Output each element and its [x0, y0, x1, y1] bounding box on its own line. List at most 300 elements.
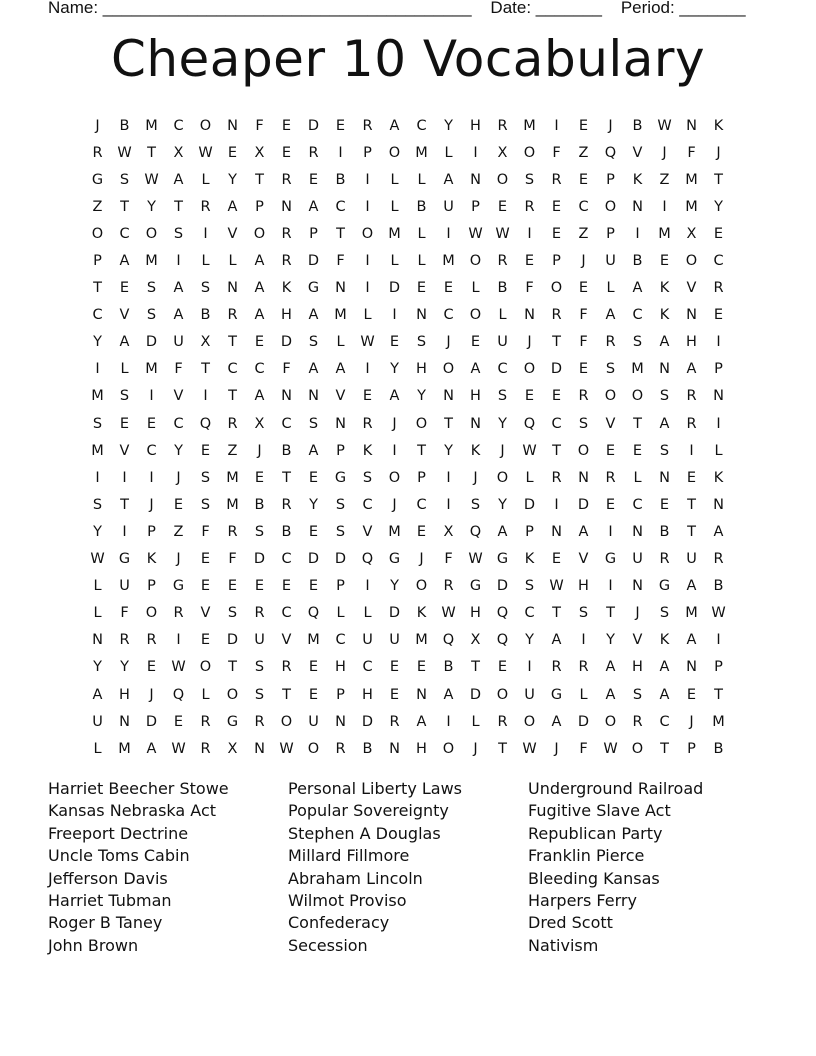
grid-letter: R	[227, 307, 238, 324]
grid-letter: O	[604, 713, 617, 730]
grid-letter: T	[444, 415, 453, 432]
grid-letter: H	[416, 361, 427, 378]
grid-letter: F	[282, 361, 291, 378]
grid-letter: N	[389, 740, 400, 757]
word-list-item: Harriet Tubman	[48, 890, 172, 910]
grid-letter: E	[173, 496, 184, 513]
grid-letter: F	[255, 117, 264, 134]
grid-letter: D	[145, 334, 158, 351]
grid-letter: U	[362, 632, 373, 649]
grid-letter: Q	[442, 632, 455, 649]
grid-letter: A	[443, 171, 454, 188]
grid-letter: L	[201, 686, 210, 703]
grid-letter: A	[254, 388, 265, 405]
grid-letter: E	[416, 659, 427, 676]
grid-letter: G	[334, 469, 347, 486]
grid-letter: X	[254, 415, 265, 432]
grid-letter: O	[550, 280, 563, 297]
grid-letter: R	[605, 334, 616, 351]
grid-letter: S	[308, 415, 319, 432]
grid-letter: E	[281, 144, 292, 161]
grid-letter: R	[227, 415, 238, 432]
grid-letter: E	[578, 361, 589, 378]
grid-letter: E	[497, 659, 508, 676]
grid-letter: A	[605, 686, 616, 703]
grid-letter: O	[145, 225, 158, 242]
grid-letter: F	[687, 144, 696, 161]
grid-letter: Q	[361, 551, 374, 568]
grid-letter: N	[686, 117, 697, 134]
grid-letter: O	[415, 415, 428, 432]
grid-letter: N	[578, 469, 589, 486]
grid-letter: L	[390, 198, 399, 215]
grid-letter: L	[633, 469, 642, 486]
grid-letter: S	[578, 415, 589, 432]
grid-letter: E	[227, 578, 238, 595]
grid-letter: H	[632, 659, 643, 676]
grid-letter: W	[603, 740, 618, 757]
grid-letter: A	[632, 280, 643, 297]
grid-letter: Q	[199, 415, 212, 432]
grid-letter: F	[579, 307, 588, 324]
grid-letter: J	[419, 551, 424, 568]
grid-letter: M	[685, 605, 698, 622]
grid-letter: T	[336, 225, 345, 242]
word-list-item: Popular Sovereignty	[288, 801, 449, 821]
grid-letter: P	[714, 361, 723, 378]
word-list-item: Stephen A Douglas	[288, 823, 441, 843]
grid-letter: V	[632, 632, 643, 649]
grid-letter: L	[363, 605, 372, 622]
grid-letter: R	[254, 713, 265, 730]
grid-letter: Y	[147, 198, 156, 215]
grid-letter: I	[554, 117, 559, 134]
grid-letter: Y	[444, 442, 453, 459]
grid-letter: E	[335, 117, 346, 134]
grid-letter: X	[470, 632, 481, 649]
grid-letter: E	[524, 388, 535, 405]
grid-letter: W	[468, 225, 483, 242]
grid-letter: S	[227, 605, 238, 622]
grid-letter: M	[334, 307, 347, 324]
grid-letter: W	[117, 144, 132, 161]
grid-letter: D	[307, 253, 320, 270]
grid-letter: I	[149, 469, 154, 486]
grid-letter: E	[119, 280, 130, 297]
grid-letter: L	[93, 605, 102, 622]
grid-letter: W	[198, 144, 213, 161]
grid-letter: C	[362, 659, 373, 676]
grid-letter: V	[605, 415, 616, 432]
grid-letter: G	[658, 578, 671, 595]
grid-letter: N	[686, 307, 697, 324]
grid-letter: D	[577, 713, 590, 730]
grid-letter: B	[443, 659, 454, 676]
grid-letter: W	[468, 551, 483, 568]
grid-letter: E	[308, 469, 319, 486]
grid-letter: E	[551, 198, 562, 215]
grid-letter: D	[145, 713, 158, 730]
grid-letter: A	[497, 523, 508, 540]
grid-letter: J	[500, 442, 505, 459]
grid-letter: L	[471, 713, 480, 730]
grid-letter: L	[525, 469, 534, 486]
grid-letter: I	[716, 415, 721, 432]
grid-letter: N	[659, 361, 670, 378]
grid-letter: D	[550, 361, 563, 378]
grid-letter: J	[581, 253, 586, 270]
grid-letter: M	[388, 523, 401, 540]
grid-letter: R	[173, 605, 184, 622]
grid-letter: F	[228, 551, 237, 568]
grid-letter: G	[388, 551, 401, 568]
grid-letter: U	[686, 551, 697, 568]
grid-letter: Y	[93, 659, 102, 676]
grid-letter: A	[173, 307, 184, 324]
grid-letter: M	[118, 740, 131, 757]
grid-letter: L	[579, 686, 588, 703]
grid-letter: A	[308, 307, 319, 324]
grid-letter: E	[173, 713, 184, 730]
grid-letter: Q	[496, 605, 509, 622]
grid-letter: U	[173, 334, 184, 351]
grid-letter: E	[308, 659, 319, 676]
grid-letter: O	[523, 713, 536, 730]
grid-letter: N	[119, 713, 130, 730]
grid-letter: C	[578, 198, 589, 215]
grid-letter: N	[470, 415, 481, 432]
word-list-item: Fugitive Slave Act	[528, 801, 671, 821]
grid-letter: A	[173, 171, 184, 188]
grid-letter: S	[659, 605, 670, 622]
grid-letter: T	[417, 442, 426, 459]
grid-letter: W	[171, 740, 186, 757]
grid-letter: I	[203, 225, 208, 242]
grid-letter: I	[446, 469, 451, 486]
grid-letter: N	[713, 496, 724, 513]
grid-letter: J	[608, 117, 613, 134]
grid-letter: M	[658, 225, 671, 242]
grid-letter: L	[417, 171, 426, 188]
word-search-grid	[84, 112, 732, 762]
grid-letter: A	[605, 307, 616, 324]
grid-letter: F	[444, 551, 453, 568]
grid-letter: A	[308, 361, 319, 378]
grid-letter: C	[497, 361, 508, 378]
grid-letter: J	[176, 469, 181, 486]
grid-letter: J	[392, 496, 397, 513]
grid-letter: V	[281, 632, 292, 649]
grid-letter: E	[389, 334, 400, 351]
word-list-item: Underground Railroad	[528, 779, 704, 798]
grid-letter: X	[254, 144, 265, 161]
grid-letter: B	[362, 740, 373, 757]
grid-letter: K	[524, 551, 535, 568]
grid-letter: L	[606, 280, 615, 297]
grid-letter: K	[416, 605, 427, 622]
grid-letter: E	[281, 117, 292, 134]
word-list-item: Roger B Taney	[48, 913, 163, 933]
grid-letter: A	[254, 280, 265, 297]
grid-letter: R	[362, 117, 373, 134]
grid-letter: E	[659, 253, 670, 270]
grid-letter: N	[713, 388, 724, 405]
grid-letter: R	[497, 253, 508, 270]
grid-letter: J	[473, 740, 478, 757]
grid-letter: E	[146, 659, 157, 676]
word-list-item: Nativism	[528, 935, 599, 955]
grid-letter: O	[361, 225, 374, 242]
grid-letter: E	[578, 280, 589, 297]
grid-letter: T	[498, 740, 507, 757]
grid-letter: C	[713, 253, 724, 270]
grid-letter: X	[227, 740, 238, 757]
grid-letter: O	[388, 469, 401, 486]
grid-letter: N	[551, 523, 562, 540]
grid-letter: P	[147, 523, 156, 540]
grid-letter: N	[632, 578, 643, 595]
grid-letter: I	[95, 469, 100, 486]
grid-letter: M	[226, 496, 239, 513]
grid-letter: R	[362, 415, 373, 432]
grid-letter: A	[551, 713, 562, 730]
grid-letter: A	[308, 442, 319, 459]
grid-letter: O	[307, 740, 320, 757]
grid-letter: W	[441, 605, 456, 622]
grid-letter: L	[93, 740, 102, 757]
grid-letter: N	[227, 117, 238, 134]
grid-letter: S	[578, 605, 589, 622]
grid-letter: C	[551, 415, 562, 432]
grid-letter: T	[552, 334, 561, 351]
grid-letter: O	[631, 740, 644, 757]
word-list-item: Republican Party	[528, 823, 663, 843]
grid-letter: J	[473, 469, 478, 486]
word-list-item: Confederacy	[288, 913, 390, 933]
grid-letter: R	[551, 469, 562, 486]
grid-letter: N	[524, 307, 535, 324]
grid-letter: S	[362, 469, 373, 486]
grid-letter: A	[713, 523, 724, 540]
grid-letter: M	[685, 198, 698, 215]
grid-letter: N	[227, 280, 238, 297]
grid-letter: L	[471, 280, 480, 297]
grid-letter: O	[91, 225, 104, 242]
grid-letter: O	[496, 686, 509, 703]
grid-letter: C	[524, 605, 535, 622]
grid-letter: B	[632, 117, 643, 134]
grid-letter: S	[335, 523, 346, 540]
grid-letter: O	[523, 144, 536, 161]
grid-letter: S	[659, 388, 670, 405]
grid-letter: U	[389, 632, 400, 649]
grid-letter: Y	[174, 442, 183, 459]
grid-letter: I	[608, 523, 613, 540]
grid-letter: T	[93, 280, 102, 297]
grid-letter: G	[469, 578, 482, 595]
grid-letter: L	[93, 578, 102, 595]
grid-letter: E	[200, 578, 211, 595]
grid-letter: N	[92, 632, 103, 649]
grid-letter: C	[362, 496, 373, 513]
grid-letter: M	[307, 632, 320, 649]
grid-letter: W	[279, 740, 294, 757]
grid-letter: Q	[496, 632, 509, 649]
grid-letter: E	[281, 578, 292, 595]
grid-letter: L	[417, 225, 426, 242]
grid-letter: T	[201, 361, 210, 378]
grid-letter: Y	[498, 496, 507, 513]
grid-letter: U	[443, 198, 454, 215]
grid-letter: I	[338, 144, 343, 161]
grid-letter: S	[470, 496, 481, 513]
grid-letter: E	[308, 686, 319, 703]
grid-letter: C	[173, 415, 184, 432]
grid-letter: V	[362, 523, 373, 540]
grid-letter: L	[120, 361, 129, 378]
grid-letter: S	[119, 171, 130, 188]
grid-letter: M	[631, 361, 644, 378]
grid-letter: I	[122, 523, 127, 540]
grid-letter: B	[281, 523, 292, 540]
grid-letter: S	[497, 388, 508, 405]
grid-letter: I	[527, 659, 532, 676]
grid-letter: B	[713, 578, 724, 595]
grid-letter: E	[524, 253, 535, 270]
grid-letter: A	[578, 523, 589, 540]
word-list-item: Abraham Lincoln	[288, 868, 423, 888]
grid-letter: S	[200, 280, 211, 297]
grid-letter: N	[335, 415, 346, 432]
grid-letter: P	[309, 225, 318, 242]
grid-letter: T	[606, 605, 615, 622]
grid-letter: W	[90, 551, 105, 568]
grid-letter: D	[388, 280, 401, 297]
grid-letter: C	[146, 442, 157, 459]
grid-letter: H	[362, 686, 373, 703]
grid-letter: X	[173, 144, 184, 161]
grid-letter: P	[552, 253, 561, 270]
grid-letter: K	[659, 307, 670, 324]
grid-letter: E	[362, 388, 373, 405]
grid-letter: R	[254, 605, 265, 622]
grid-letter: K	[632, 171, 643, 188]
grid-letter: D	[388, 605, 401, 622]
grid-letter: S	[335, 496, 346, 513]
grid-letter: R	[497, 713, 508, 730]
grid-letter: H	[416, 740, 427, 757]
grid-letter: P	[525, 523, 534, 540]
grid-letter: S	[524, 578, 535, 595]
word-list-item: Wilmot Proviso	[288, 890, 407, 910]
grid-letter: Z	[578, 225, 589, 242]
grid-letter: A	[308, 198, 319, 215]
grid-letter: C	[416, 496, 427, 513]
grid-letter: R	[659, 551, 670, 568]
grid-letter: L	[363, 307, 372, 324]
grid-letter: R	[200, 198, 211, 215]
grid-letter: O	[415, 578, 428, 595]
grid-letter: I	[176, 253, 181, 270]
word-list-item: Dred Scott	[528, 913, 613, 933]
grid-letter: B	[416, 198, 427, 215]
grid-letter: P	[336, 686, 345, 703]
grid-letter: A	[119, 253, 130, 270]
grid-letter: U	[632, 551, 643, 568]
grid-letter: R	[524, 198, 535, 215]
grid-letter: K	[470, 442, 481, 459]
grid-letter: T	[282, 686, 291, 703]
grid-letter: E	[713, 307, 724, 324]
header-fields: Name: _______________________________________ Date: _______ Period: _______	[48, 0, 746, 17]
grid-letter: U	[308, 713, 319, 730]
grid-letter: I	[635, 225, 640, 242]
grid-letter: R	[713, 551, 724, 568]
grid-letter: A	[659, 415, 670, 432]
grid-letter: Q	[523, 415, 536, 432]
grid-letter: Y	[390, 578, 399, 595]
grid-letter: S	[254, 659, 265, 676]
grid-letter: E	[119, 415, 130, 432]
grid-letter: R	[92, 144, 103, 161]
grid-letter: N	[281, 388, 292, 405]
grid-letter: T	[228, 659, 237, 676]
grid-letter: E	[443, 280, 454, 297]
word-list-item: John Brown	[48, 935, 139, 955]
grid-letter: H	[335, 659, 346, 676]
grid-letter: K	[146, 551, 157, 568]
grid-letter: I	[608, 578, 613, 595]
grid-letter: C	[254, 361, 265, 378]
grid-letter: D	[334, 551, 347, 568]
grid-letter: N	[281, 198, 292, 215]
grid-letter: A	[605, 659, 616, 676]
grid-letter: Y	[444, 117, 453, 134]
grid-letter: N	[416, 686, 427, 703]
grid-letter: S	[416, 334, 427, 351]
grid-letter: E	[632, 442, 643, 459]
grid-letter: G	[91, 171, 104, 188]
grid-letter: E	[605, 442, 616, 459]
grid-letter: J	[446, 334, 451, 351]
grid-letter: A	[686, 632, 697, 649]
grid-letter: S	[146, 307, 157, 324]
grid-letter: M	[415, 632, 428, 649]
grid-letter: F	[525, 280, 534, 297]
grid-letter: U	[119, 578, 130, 595]
word-list-item: Harriet Beecher Stowe	[48, 779, 229, 798]
grid-letter: E	[713, 225, 724, 242]
grid-letter: W	[522, 442, 537, 459]
grid-letter: B	[254, 496, 265, 513]
grid-letter: I	[365, 361, 370, 378]
grid-letter: E	[254, 469, 265, 486]
grid-letter: M	[442, 253, 455, 270]
grid-letter: S	[632, 686, 643, 703]
grid-letter: C	[632, 496, 643, 513]
grid-letter: T	[282, 469, 291, 486]
word-list-item: Harpers Ferry	[528, 890, 637, 910]
grid-letter: E	[416, 280, 427, 297]
grid-letter: E	[578, 117, 589, 134]
grid-letter: H	[119, 686, 130, 703]
grid-letter: F	[336, 253, 345, 270]
grid-letter: U	[524, 686, 535, 703]
grid-letter: S	[200, 496, 211, 513]
grid-letter: R	[281, 225, 292, 242]
word-list-item: Freeport Dectrine	[48, 823, 189, 843]
grid-letter: I	[446, 225, 451, 242]
